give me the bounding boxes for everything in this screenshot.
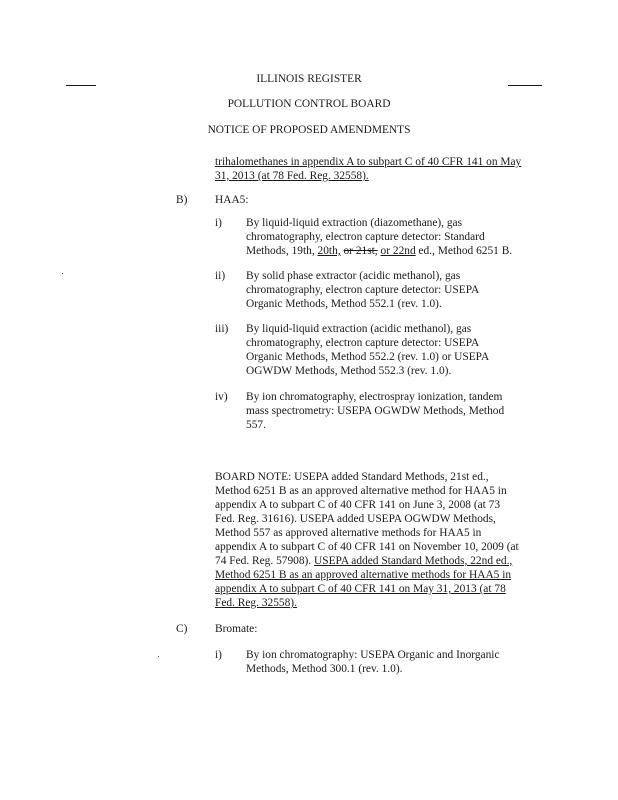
deleted-text: or 21st, xyxy=(343,245,378,257)
board-note-line: appendix A to subpart C of 40 CFR 141 on May 31, 2013 (at 78 xyxy=(215,583,506,595)
scan-speck xyxy=(158,656,159,657)
board-note-line: Method 6251 B as an approved alternative methods for HAA5 in xyxy=(215,569,512,581)
item-text-line: By solid phase extractor (acidic methanol), gas xyxy=(246,270,461,282)
item-text-line: chromatography, electron capture detector: Standard xyxy=(246,231,485,243)
board-note-line: Method 6251 B as an approved alternative method for HAA5 in xyxy=(215,485,507,497)
board-name: POLLUTION CONTROL BOARD xyxy=(227,98,391,110)
item-number: i) xyxy=(215,217,222,229)
text-segment: 74 Fed. Reg. 57908). xyxy=(215,555,315,567)
board-note-line xyxy=(215,554,512,568)
item-text-line: chromatography, electron capture detector: USEPA xyxy=(246,284,480,296)
item-text-line: By liquid-liquid extraction (diazomethane), gas xyxy=(246,217,463,229)
item-text-line: 557. xyxy=(246,419,266,431)
register-title: ILLINOIS REGISTER xyxy=(256,73,362,85)
notice-title: NOTICE OF PROPOSED AMENDMENTS xyxy=(207,124,411,136)
item-text-line: chromatography, electron capture detector: USEPA xyxy=(246,337,480,349)
item-text-line: Methods, Method 300.1 (rev. 1.0). xyxy=(246,663,403,675)
board-note-line: appendix A to subpart C of 40 CFR 141 on November 10, 2009 (at xyxy=(215,541,519,553)
board-note-line: Method 557 as approved alternative methods for HAA5 in xyxy=(215,527,482,539)
board-note-line: Fed. Reg. 31616). USEPA added USEPA OGWDW Methods, xyxy=(215,513,496,525)
item-number: i) xyxy=(215,649,222,661)
board-note-line: Fed. Reg. 32558). xyxy=(215,597,297,609)
item-text-line: mass spectrometry: USEPA OGWDW Methods, Method xyxy=(246,405,505,417)
text-segment: Methods, 19th, xyxy=(246,245,318,257)
item-text-line: By liquid-liquid extraction (acidic methanol), gas xyxy=(246,323,472,335)
section-b-title: HAA5: xyxy=(215,194,249,206)
scan-speck xyxy=(62,273,63,274)
item-number: iii) xyxy=(215,323,229,335)
item-text-line: Organic Methods, Method 552.2 (rev. 1.0) or USEPA xyxy=(246,351,490,363)
section-c-title: Bromate: xyxy=(215,623,258,635)
item-text-line: By ion chromatography: USEPA Organic and Inorganic xyxy=(246,649,500,661)
item-text-line: OGWDW Methods, Method 552.3 (rev. 1.0). xyxy=(246,365,452,377)
item-number: iv) xyxy=(215,391,228,403)
board-note-line: BOARD NOTE: USEPA added Standard Methods, 21st ed., xyxy=(215,471,489,483)
item-number: ii) xyxy=(215,270,226,282)
intro-line-1: trihalomethanes in appendix A to subpart C of 40 CFR 141 on May xyxy=(215,156,522,168)
inserted-text: 20th, xyxy=(317,245,341,257)
item-text-line: Organic Methods, Method 552.1 (rev. 1.0). xyxy=(246,298,442,310)
section-c-label: C) xyxy=(176,623,188,635)
item-text-line xyxy=(246,244,512,258)
board-note-line: appendix A to subpart C of 40 CFR 141 on June 3, 2008 (at 73 xyxy=(215,499,501,511)
inserted-text: USEPA added Standard Methods, 22nd ed., xyxy=(314,555,513,567)
intro-line-2: 31, 2013 (at 78 Fed. Reg. 32558). xyxy=(215,170,369,182)
item-text-line: By ion chromatography, electrospray ionization, tandem xyxy=(246,391,503,403)
inserted-text: or 22nd xyxy=(380,245,416,257)
text-segment: ed., Method 6251 B. xyxy=(415,245,513,257)
section-b-label: B) xyxy=(176,194,188,206)
